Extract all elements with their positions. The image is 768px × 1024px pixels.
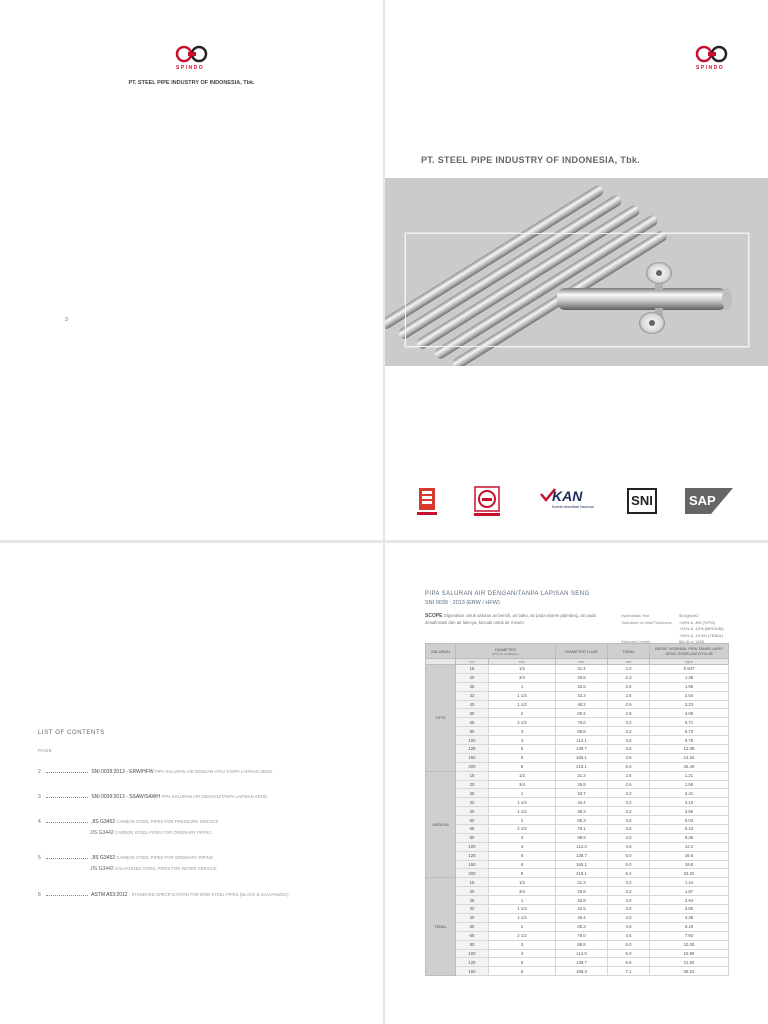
page-contents bbox=[0, 543, 383, 1024]
table-cell: 42.5 bbox=[556, 905, 608, 914]
table-cell: 6.0 bbox=[608, 949, 650, 958]
header-weight: BERAT NOMINAL PIPA TANPA LAPIS SENG SEBELUM DYULIR bbox=[650, 644, 729, 659]
table-cell: 1 bbox=[489, 789, 556, 798]
table-cell: 1/2 bbox=[489, 665, 556, 674]
table-cell: 5 bbox=[489, 851, 556, 860]
table-row bbox=[426, 869, 729, 878]
toc-entry[interactable] bbox=[90, 866, 217, 872]
table-row bbox=[426, 931, 729, 940]
toc-entry-code: SNI 0039:2013 - ERW/HFW bbox=[91, 769, 154, 775]
table-cell: 100 bbox=[456, 949, 489, 958]
table-cell: 20 bbox=[456, 780, 489, 789]
toc-entry-code: JIS G3442 bbox=[90, 830, 114, 836]
table-cell: 2.94 bbox=[650, 896, 729, 905]
table-cell: 6.4 bbox=[608, 869, 650, 878]
table-cell: 1 1/2 bbox=[489, 913, 556, 922]
toc-entry-page: 4 bbox=[38, 819, 41, 825]
prop-key: Hydrostatic Test bbox=[621, 613, 650, 618]
table-row bbox=[426, 753, 729, 762]
table-cell: 200 bbox=[456, 762, 489, 771]
certification-logos bbox=[415, 482, 745, 528]
table-cell: 3.80 bbox=[650, 905, 729, 914]
table-row bbox=[426, 736, 729, 745]
logo-wordmark: SPINDO bbox=[176, 65, 205, 71]
table-cell: 2 1/2 bbox=[489, 718, 556, 727]
spec-properties bbox=[621, 613, 761, 646]
table-cell: 3/4 bbox=[489, 887, 556, 896]
table-cell: 80 bbox=[456, 833, 489, 842]
table-cell: 20 bbox=[456, 673, 489, 682]
table-cell: 28.22 bbox=[650, 967, 729, 976]
table-row bbox=[426, 833, 729, 842]
prop-value: +15% & -10.5% (TEBAL) bbox=[679, 632, 724, 638]
toc-page-label: PAGE bbox=[38, 748, 53, 753]
table-cell: 16.6 bbox=[650, 851, 729, 860]
table-row bbox=[426, 851, 729, 860]
table-cell: 8.36 bbox=[650, 833, 729, 842]
table-row bbox=[426, 967, 729, 976]
table-cell: 2.6 bbox=[608, 780, 650, 789]
table-cell: 1.87 bbox=[650, 887, 729, 896]
table-cell: 15 bbox=[456, 665, 489, 674]
table-cell: 1 bbox=[489, 682, 556, 691]
table-row bbox=[426, 860, 729, 869]
table-cell: 125 bbox=[456, 851, 489, 860]
page-number: 3 bbox=[65, 317, 68, 323]
table-cell: 32 bbox=[456, 691, 489, 700]
table-cell: 5 bbox=[489, 958, 556, 967]
table-cell: 2.3 bbox=[608, 673, 650, 682]
table-cell: 76.0 bbox=[556, 931, 608, 940]
table-cell: 5.03 bbox=[650, 816, 729, 825]
table-cell: 4.0 bbox=[608, 905, 650, 914]
table-cell: 4 bbox=[489, 736, 556, 745]
table-cell: 3.6 bbox=[608, 753, 650, 762]
table-row bbox=[426, 762, 729, 771]
table-cell: 1.96 bbox=[650, 682, 729, 691]
tuv-badge-icon bbox=[473, 486, 501, 518]
table-cell: 48.3 bbox=[556, 807, 608, 816]
table-cell: 26.9 bbox=[556, 780, 608, 789]
toc-entry[interactable] bbox=[38, 819, 368, 825]
table-cell: 6 bbox=[489, 753, 556, 762]
table-cell: 42.3 bbox=[556, 691, 608, 700]
table-row bbox=[426, 940, 729, 949]
table-row bbox=[426, 896, 729, 905]
table-row bbox=[426, 673, 729, 682]
prop-value: +15% & -10% (MEDIUM) bbox=[679, 626, 724, 631]
table-cell: 139.7 bbox=[556, 745, 608, 754]
table-cell: 40 bbox=[456, 807, 489, 816]
table-cell: 3.2 bbox=[608, 878, 650, 887]
table-row bbox=[426, 798, 729, 807]
scope-text bbox=[425, 613, 603, 625]
toc-entry-desc: GALVANIZED STEEL PIPES FOR WATER SERVICE bbox=[115, 866, 217, 871]
toc-entry-code: JIS G3442 bbox=[90, 866, 114, 872]
unit-cell: inch bbox=[489, 659, 556, 665]
toc-entry-page: 6 bbox=[38, 892, 41, 898]
group-label-cell: MEDIUM bbox=[426, 771, 456, 878]
table-cell: 65 bbox=[456, 718, 489, 727]
table-cell: 100 bbox=[456, 842, 489, 851]
table-row bbox=[426, 789, 729, 798]
table-cell: 21.4 bbox=[556, 665, 608, 674]
table-cell: 3.6 bbox=[608, 816, 650, 825]
table-cell: 2.41 bbox=[650, 789, 729, 798]
table-cell: 6.6 bbox=[608, 958, 650, 967]
table-cell: 32 bbox=[456, 798, 489, 807]
sni-label: SNI bbox=[627, 488, 657, 514]
table-cell: 1 1/2 bbox=[489, 700, 556, 709]
toc-entry-desc: CARBON STEEL PIPES FOR PRESSURE SERVICE bbox=[116, 819, 219, 824]
table-cell: 7.93 bbox=[650, 931, 729, 940]
table-cell: 88.8 bbox=[556, 940, 608, 949]
table-cell: 3/4 bbox=[489, 673, 556, 682]
toc-entry-desc: CARBON STEEL PIPES FOR ORDINARY PIPING bbox=[116, 855, 214, 860]
spindo-logo-icon bbox=[170, 45, 214, 65]
table-cell: 4.38 bbox=[650, 913, 729, 922]
table-cell: 3.2 bbox=[608, 807, 650, 816]
table-cell: 26.40 bbox=[650, 762, 729, 771]
table-cell: 5.0 bbox=[608, 851, 650, 860]
table-cell: 4.0 bbox=[608, 833, 650, 842]
table-cell: 8 bbox=[489, 869, 556, 878]
table-cell: 3.56 bbox=[650, 807, 729, 816]
table-cell: 21.3 bbox=[556, 771, 608, 780]
table-cell: 65 bbox=[456, 931, 489, 940]
table-cell: 80 bbox=[456, 727, 489, 736]
table-cell: 26.8 bbox=[556, 673, 608, 682]
table-row bbox=[426, 700, 729, 709]
table-cell: 6.19 bbox=[650, 922, 729, 931]
table-cell: 1/2 bbox=[489, 878, 556, 887]
table-cell: 125 bbox=[456, 958, 489, 967]
table-cell: 76.1 bbox=[556, 825, 608, 834]
toc-entry[interactable] bbox=[38, 892, 368, 898]
table-cell: 114.0 bbox=[556, 949, 608, 958]
toc-entry-page: 2 bbox=[38, 769, 41, 775]
table-cell: 33.6 bbox=[556, 682, 608, 691]
table-cell: 15 bbox=[456, 771, 489, 780]
logo-wordmark: SPINDO bbox=[696, 65, 725, 71]
prop-key: Standard Length bbox=[621, 639, 651, 644]
sap-label: SAP bbox=[689, 493, 716, 508]
table-cell: 15.99 bbox=[650, 949, 729, 958]
company-name-large: PT. STEEL PIPE INDUSTRY OF INDONESIA, Tbk. bbox=[421, 155, 640, 165]
table-cell: 48.4 bbox=[556, 913, 608, 922]
table-cell: 165.1 bbox=[556, 860, 608, 869]
table-row bbox=[426, 887, 729, 896]
table-row bbox=[426, 682, 729, 691]
toc-entry-desc: PIPA SALURAN AIR DENGAN/TANPA LAPISAN SENG bbox=[161, 794, 268, 799]
unit-cell: mm bbox=[608, 659, 650, 665]
table-cell: 5.0 bbox=[608, 940, 650, 949]
table-cell: 19.8 bbox=[650, 860, 729, 869]
table-cell: 21.92 bbox=[650, 958, 729, 967]
prop-key: Tolerance on Wall Thickness bbox=[621, 619, 672, 625]
table-cell: 1 1/4 bbox=[489, 905, 556, 914]
page-cover-left bbox=[0, 0, 383, 540]
table-cell: 3.6 bbox=[608, 825, 650, 834]
table-cell: 100 bbox=[456, 736, 489, 745]
table-cell: 40 bbox=[456, 913, 489, 922]
table-cell: 88.8 bbox=[556, 727, 608, 736]
table-cell: 88.9 bbox=[556, 833, 608, 842]
table-cell: 219.1 bbox=[556, 869, 608, 878]
table-cell: 33.7 bbox=[556, 789, 608, 798]
table-cell: 6 bbox=[489, 967, 556, 976]
table-cell: 33.32 bbox=[650, 869, 729, 878]
table-cell: 165.1 bbox=[556, 753, 608, 762]
table-cell: 1 1/4 bbox=[489, 798, 556, 807]
iso-cert-logo bbox=[415, 486, 439, 518]
toc-entry[interactable] bbox=[90, 830, 212, 836]
table-cell: 25 bbox=[456, 682, 489, 691]
header-outer-diameter: DIAMETER LUAR bbox=[556, 644, 608, 659]
table-row bbox=[426, 691, 729, 700]
table-cell: 1/2 bbox=[489, 771, 556, 780]
spec-subtitle: SNI 0039 : 2013 (ERW / HFW) bbox=[425, 600, 500, 606]
table-row bbox=[426, 807, 729, 816]
table-cell: 12.2 bbox=[650, 842, 729, 851]
toc-entry[interactable] bbox=[38, 769, 368, 775]
table-cell: 40 bbox=[456, 700, 489, 709]
table-cell: 2 bbox=[489, 709, 556, 718]
table-cell: 2 1/2 bbox=[489, 931, 556, 940]
table-cell: 26.9 bbox=[556, 887, 608, 896]
table-cell: 3.23 bbox=[650, 700, 729, 709]
table-cell: 10.30 bbox=[650, 940, 729, 949]
table-cell: 42.4 bbox=[556, 798, 608, 807]
table-cell: 8 bbox=[489, 762, 556, 771]
toc-entry[interactable] bbox=[38, 855, 368, 861]
table-cell: 2.6 bbox=[608, 691, 650, 700]
prop-value: 50 kgf/cm2 bbox=[679, 613, 699, 618]
spec-title: PIPA SALURAN AIR DENGAN/TANPA LAPISAN SENG bbox=[425, 591, 590, 597]
table-cell: 1.38 bbox=[650, 673, 729, 682]
toc-entry-page: 5 bbox=[38, 855, 41, 861]
spindo-logo bbox=[170, 45, 214, 75]
table-cell: 2.9 bbox=[608, 700, 650, 709]
toc-entry-desc: CARBON STEEL PIPES FOR ORDINARY PIPING bbox=[115, 830, 212, 835]
table-cell: 3.2 bbox=[608, 727, 650, 736]
table-cell: 2 bbox=[489, 922, 556, 931]
table-cell: 1 1/4 bbox=[489, 691, 556, 700]
pipe-photo-band bbox=[385, 178, 768, 366]
table-cell: 48.2 bbox=[556, 700, 608, 709]
scope-body: Digunakan untuk saluran air bersih, air baku, air pada sistem plambing, air pada desalinisasi dan air lainnya, kecuali untuk air minum bbox=[425, 613, 596, 625]
table-cell: 4.5 bbox=[608, 931, 650, 940]
header-diameter-nominal: DIAMETER (DN) (IN NOMINAL) bbox=[456, 644, 556, 659]
page-spec-table bbox=[385, 543, 768, 1024]
table-cell: 4 bbox=[489, 842, 556, 851]
toc-entry-desc: - STANDARD SPECIFICATION FOR ERW STEEL PIPES (BLACK & GALVANIZED) bbox=[128, 892, 289, 897]
table-row bbox=[426, 878, 729, 887]
table-cell: 6 bbox=[489, 860, 556, 869]
table-cell: 219.1 bbox=[556, 762, 608, 771]
table-cell: 4.0 bbox=[608, 896, 650, 905]
table-cell: 2.54 bbox=[650, 691, 729, 700]
table-row bbox=[426, 709, 729, 718]
table-cell: 0.947 bbox=[650, 665, 729, 674]
table-row bbox=[426, 718, 729, 727]
table-cell: 76.0 bbox=[556, 718, 608, 727]
table-cell: 114.3 bbox=[556, 842, 608, 851]
toc-title: LIST OF CONTENTS bbox=[38, 730, 105, 736]
table-cell: 200 bbox=[456, 869, 489, 878]
toc-entry-code: JIS G3452 bbox=[91, 819, 116, 825]
iso-badge-icon bbox=[415, 486, 439, 518]
table-cell: 5.0 bbox=[608, 860, 650, 869]
table-cell: 4.5 bbox=[608, 842, 650, 851]
table-row bbox=[426, 958, 729, 967]
table-cell: 6.43 bbox=[650, 825, 729, 834]
table-cell: 12.08 bbox=[650, 745, 729, 754]
table-row bbox=[426, 842, 729, 851]
table-cell: 2.6 bbox=[608, 682, 650, 691]
group-label-cell: TIPIS bbox=[426, 665, 456, 772]
table-row bbox=[426, 949, 729, 958]
table-cell: 3 bbox=[489, 833, 556, 842]
spindo-logo bbox=[690, 45, 734, 75]
table-cell: 1 bbox=[489, 896, 556, 905]
table-row bbox=[426, 780, 729, 789]
table-cell: 139.7 bbox=[556, 958, 608, 967]
sap-cert-logo bbox=[685, 486, 735, 516]
table-row bbox=[426, 745, 729, 754]
page-cover-right bbox=[385, 0, 768, 540]
scope-label: SCOPE bbox=[425, 613, 443, 619]
table-cell: 21.3 bbox=[556, 878, 608, 887]
table-cell: 50 bbox=[456, 922, 489, 931]
table-cell: 7.1 bbox=[608, 967, 650, 976]
table-cell: 139.7 bbox=[556, 851, 608, 860]
table-cell: 125 bbox=[456, 745, 489, 754]
table-cell: 20 bbox=[456, 887, 489, 896]
table-cell: 1.56 bbox=[650, 780, 729, 789]
header-wall-thickness: TEBAL bbox=[608, 644, 650, 659]
table-cell: 4.5 bbox=[608, 922, 650, 931]
table-cell: 1 1/2 bbox=[489, 807, 556, 816]
table-cell: 150 bbox=[456, 967, 489, 976]
header-group: SALURAN bbox=[426, 644, 456, 659]
table-cell: 2.0 bbox=[608, 665, 650, 674]
table-cell: 6.72 bbox=[650, 727, 729, 736]
table-cell: 2 1/2 bbox=[489, 825, 556, 834]
table-cell: 150 bbox=[456, 753, 489, 762]
table-row bbox=[426, 816, 729, 825]
table-cell: 60.3 bbox=[556, 922, 608, 931]
table-row bbox=[426, 825, 729, 834]
table-cell: 25 bbox=[456, 789, 489, 798]
toc-entry-code: JIS G3452 bbox=[91, 855, 116, 861]
table-cell: 9.75 bbox=[650, 736, 729, 745]
toc-entry-desc: PIPA SALURAN AIR DENGAN ATAU TANPA LAPISAN SENG bbox=[154, 769, 273, 774]
sni-cert-logo bbox=[627, 488, 657, 516]
table-cell: 5 bbox=[489, 745, 556, 754]
company-name: PT. STEEL PIPE INDUSTRY OF INDONESIA, Tbk. bbox=[128, 80, 255, 86]
kan-sublabel: Komite Akreditasi Nasional bbox=[552, 505, 594, 509]
table-row bbox=[426, 913, 729, 922]
table-cell: 1.21 bbox=[650, 771, 729, 780]
spindo-logo-icon bbox=[690, 45, 734, 65]
kan-cert-logo bbox=[540, 488, 600, 520]
unit-cell: mm bbox=[456, 659, 489, 665]
group-label-cell: TEBAL bbox=[426, 878, 456, 976]
table-row bbox=[426, 727, 729, 736]
table-cell: 3.6 bbox=[608, 736, 650, 745]
table-cell: 3/4 bbox=[489, 780, 556, 789]
unit-cell: mm bbox=[556, 659, 608, 665]
pipe-spec-table bbox=[425, 643, 729, 976]
table-cell: 65 bbox=[456, 825, 489, 834]
table-cell: 3 bbox=[489, 727, 556, 736]
table-cell: 3.10 bbox=[650, 798, 729, 807]
toc-entry-code: SNI 0039:2013 - SSAW/SAWH bbox=[91, 794, 160, 800]
table-cell: 3 bbox=[489, 940, 556, 949]
prop-value: 6M (6 or 12M) bbox=[679, 639, 705, 644]
table-cell: 114.1 bbox=[556, 736, 608, 745]
table-cell: 33.8 bbox=[556, 896, 608, 905]
table-row bbox=[426, 905, 729, 914]
pipe-table-body bbox=[426, 665, 729, 976]
table-row bbox=[426, 922, 729, 931]
table-cell: 3.2 bbox=[608, 789, 650, 798]
unit-cell: kg/m bbox=[650, 659, 729, 665]
table-cell: 15 bbox=[456, 878, 489, 887]
table-row bbox=[426, 771, 729, 780]
table-cell: 4.08 bbox=[650, 709, 729, 718]
table-cell: 3.2 bbox=[608, 887, 650, 896]
table-cell: 4.0 bbox=[608, 913, 650, 922]
table-cell: 5.0 bbox=[608, 762, 650, 771]
table-cell: 3.2 bbox=[608, 718, 650, 727]
table-cell: 14.34 bbox=[650, 753, 729, 762]
table-cell: 32 bbox=[456, 905, 489, 914]
table-cell: 3.2 bbox=[608, 798, 650, 807]
kan-label: KAN bbox=[552, 488, 583, 504]
table-cell: 3.6 bbox=[608, 745, 650, 754]
table-cell: 50 bbox=[456, 816, 489, 825]
photo-frame bbox=[405, 233, 749, 347]
table-cell: 80 bbox=[456, 940, 489, 949]
tuv-cert-logo bbox=[473, 486, 501, 518]
toc-entry[interactable] bbox=[38, 794, 368, 800]
table-cell: 2 bbox=[489, 816, 556, 825]
toc-entry-code: ASTM A53:2012 bbox=[91, 892, 128, 898]
table-cell: 60.2 bbox=[556, 709, 608, 718]
table-cell: 5.71 bbox=[650, 718, 729, 727]
table-cell: 2.9 bbox=[608, 709, 650, 718]
table-header-row bbox=[426, 644, 729, 659]
table-row bbox=[426, 665, 729, 674]
table-cell: 4 bbox=[489, 949, 556, 958]
table-cell: 168.3 bbox=[556, 967, 608, 976]
table-cell: 25 bbox=[456, 896, 489, 905]
table-cell: 60.3 bbox=[556, 816, 608, 825]
table-cell: 50 bbox=[456, 709, 489, 718]
table-cell: 1.44 bbox=[650, 878, 729, 887]
table-cell: 2.6 bbox=[608, 771, 650, 780]
toc-entry-page: 3 bbox=[38, 794, 41, 800]
prop-value: +15% & -8% (TIPIS) bbox=[679, 619, 716, 625]
table-cell: 150 bbox=[456, 860, 489, 869]
